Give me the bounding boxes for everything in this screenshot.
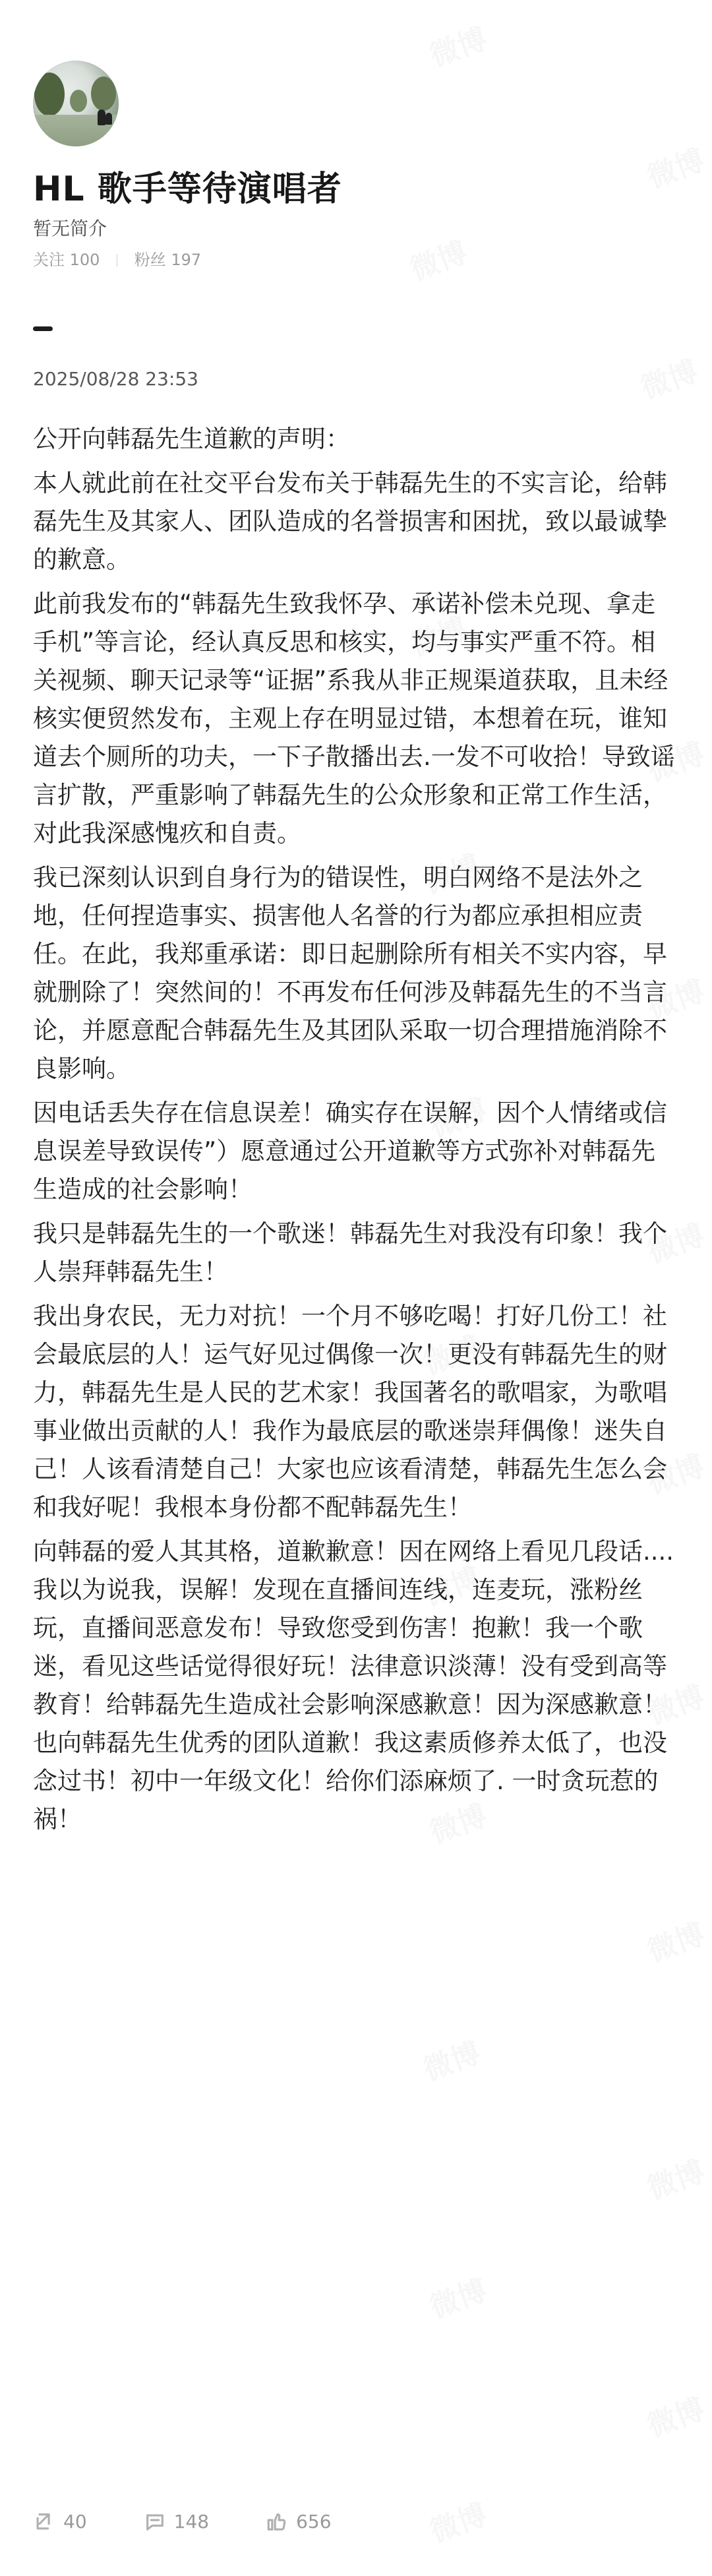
profile-stats (33, 249, 679, 270)
repost-icon (33, 2511, 55, 2533)
post-actions (33, 2510, 332, 2534)
post-paragraph: 向韩磊的爱人其其格，道歉歉意！因在网络上看见几段话....我以为说我，误解！发现在直播间连线，连麦玩，涨粉丝玩，直播间恶意发布！导致您受到伤害！抱歉！我一个歌迷，看见这些话觉得很好玩！法律意识淡薄！没有受到高等教育！给韩磊先生造成社会影响深感歉意！因为深感歉意！也向韩磊先生优秀的团队道歉！我这素质修养太低了，也没念过书！初中一年级文化！给你们添麻烦了. 一时贪玩惹的祸！ (33, 1537, 674, 1833)
tab-indicator (33, 326, 53, 331)
post-body (33, 420, 679, 1845)
post-paragraph: 本人就此前在社交平台发布关于韩磊先生的不实言论，给韩磊先生及其家人、团队造成的名誉损害和困扰，致以最诚挚的歉意。 (33, 469, 667, 574)
watermark (634, 348, 703, 407)
like-button[interactable] (266, 2510, 331, 2534)
comment-icon (144, 2511, 166, 2533)
watermark (641, 2148, 710, 2207)
post-timestamp: 2025/08/28 23:53 (33, 368, 198, 390)
followers-count: 197 (171, 251, 202, 269)
following-label: 关注 (33, 251, 65, 269)
watermark (423, 2267, 492, 2326)
avatar-scene-tree (70, 90, 87, 112)
repost-count: 40 (63, 2511, 87, 2532)
avatar-scene-person (98, 109, 105, 125)
comment-count: 148 (173, 2511, 210, 2532)
post-paragraph: 因电话丢失存在信息误差！确实存在误解，因个人情绪或信息误差导致误传”）愿意通过公开道歉等方式弥补对韩磊先生造成的社会影响！ (33, 1099, 667, 1204)
profile-header (33, 61, 679, 270)
followers-label: 粉丝 (134, 251, 166, 269)
like-count: 656 (296, 2511, 332, 2532)
watermark (423, 2491, 492, 2550)
post-paragraph: 我已深刻认识到自身行为的错误性，明白网络不是法外之地，任何捏造事实、损害他人名誉的行为都应承担相应责任。在此，我郑重承诺：即日起删除所有相关不实内容，早就删除了！突然间的！不再发布任何涉及韩磊先生的不当言论，并愿意配合韩磊先生及其团队采取一切合理措施消除不良影响。 (33, 863, 667, 1083)
post-paragraph: 我出身农民，无力对抗！一个月不够吃喝！打好几份工！社会最底层的人！运气好见过偶像一次！更没有韩磊先生的财力，韩磊先生是人民的艺术家！我国著名的歌唱家，为歌唱事业做出贡献的人！我作为最底层的歌迷崇拜偶像！迷失自己！人该看清楚自己！大家也应该看清楚，韩磊先生怎么会和我好呢！我根本身份都不配韩磊先生！ (33, 1302, 667, 1521)
following-stat[interactable] (33, 249, 100, 270)
avatar[interactable] (33, 61, 119, 146)
profile-bio: 暂无简介 (33, 218, 107, 239)
avatar-scene-tree (91, 77, 116, 111)
profile-name: HL 歌手等待演唱者 (33, 169, 342, 209)
repost-button[interactable] (33, 2510, 87, 2534)
avatar-scene-tree (34, 73, 65, 116)
like-icon (266, 2511, 288, 2533)
post-paragraph: 我只是韩磊先生的一个歌迷！韩磊先生对我没有印象！我个人崇拜韩磊先生！ (33, 1219, 667, 1286)
comment-button[interactable] (144, 2510, 209, 2534)
watermark (417, 2029, 486, 2089)
following-count: 100 (69, 251, 100, 269)
followers-stat[interactable] (134, 249, 201, 270)
avatar-scene-person (105, 113, 112, 125)
post-paragraph: 此前我发布的“韩磊先生致我怀孕、承诺补偿未兑现、拿走手机”等言论，经认真反思和核实，均与事实严重不符。相关视频、聊天记录等“证据”系我从非正规渠道获取，且未经核实便贸然发布，主观上存在明显过错，本想着在玩，谁知道去个厕所的功夫，一下子散播出去.一发不可收拾！导致谣言扩散，严重影响了韩磊先生的公众形象和正常工作生活，对此我深感愧疚和自责。 (33, 590, 675, 847)
watermark (641, 2385, 710, 2445)
post-paragraph: 公开向韩磊先生道歉的声明： (33, 425, 350, 453)
watermark (641, 1911, 710, 1970)
